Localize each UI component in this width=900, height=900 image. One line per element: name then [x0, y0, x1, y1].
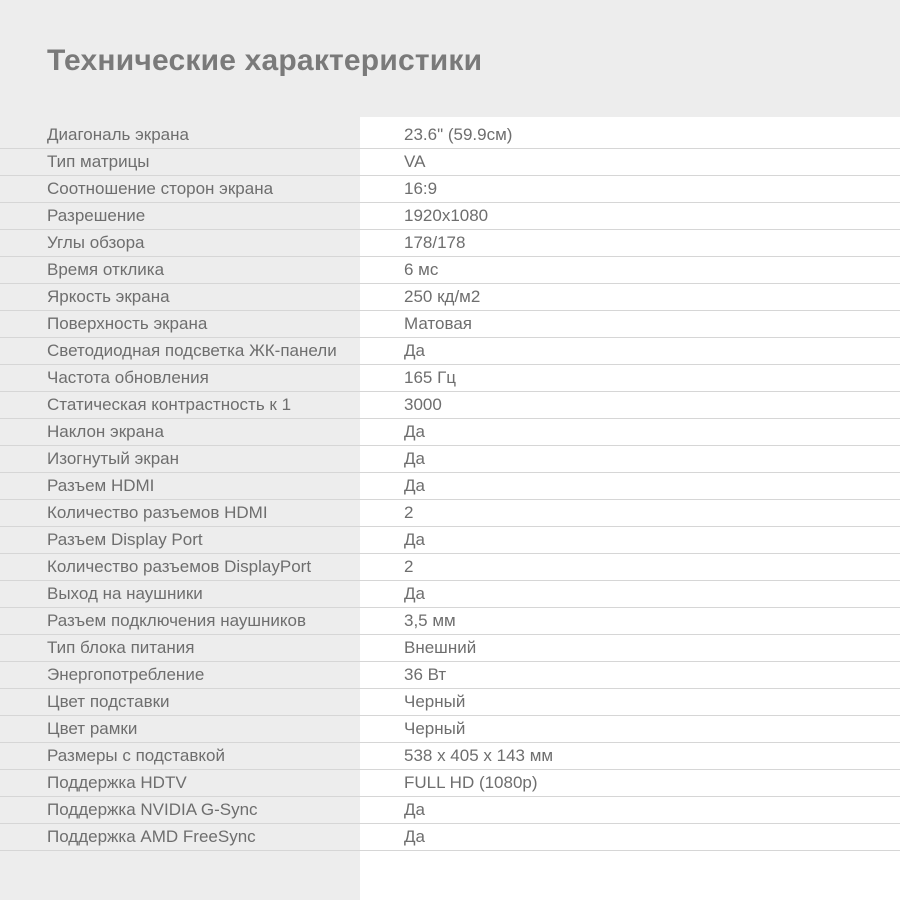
- spec-label: Цвет рамки: [47, 719, 138, 738]
- spec-label: Тип блока питания: [47, 638, 195, 657]
- spec-label: Разъем подключения наушников: [47, 611, 306, 630]
- spec-value: 538 x 405 x 143 мм: [404, 746, 554, 765]
- spec-value: 1920x1080: [404, 206, 489, 225]
- spec-label: Поверхность экрана: [47, 314, 208, 333]
- spec-row: [0, 770, 900, 797]
- spec-label: Цвет подставки: [47, 692, 170, 711]
- spec-label: Разъем HDMI: [47, 476, 155, 495]
- spec-row: [0, 824, 900, 851]
- spec-value: Да: [404, 800, 425, 819]
- spec-label: Тип матрицы: [47, 152, 150, 171]
- spec-value: 36 Вт: [404, 665, 447, 684]
- spec-value: 23.6" (59.9см): [404, 125, 513, 144]
- spec-row: [0, 338, 900, 365]
- spec-row: [0, 797, 900, 824]
- spec-row: [0, 581, 900, 608]
- spec-label: Углы обзора: [47, 233, 145, 252]
- spec-row: [0, 689, 900, 716]
- spec-row: [0, 446, 900, 473]
- spec-value: Черный: [404, 719, 466, 738]
- spec-value: Да: [404, 827, 425, 846]
- spec-row: [0, 500, 900, 527]
- spec-value: VA: [404, 152, 426, 171]
- spec-row: [0, 122, 900, 149]
- spec-value: Матовая: [404, 314, 472, 333]
- spec-value: 6 мс: [404, 260, 439, 279]
- spec-label: Выход на наушники: [47, 584, 203, 603]
- spec-label: Диагональ экрана: [47, 125, 189, 144]
- spec-label: Частота обновления: [47, 368, 209, 387]
- spec-label: Энергопотребление: [47, 665, 205, 684]
- spec-label: Изогнутый экран: [47, 449, 179, 468]
- spec-value: Да: [404, 530, 425, 549]
- spec-row: [0, 365, 900, 392]
- spec-label: Количество разъемов HDMI: [47, 503, 268, 522]
- spec-label: Разрешение: [47, 206, 146, 225]
- spec-label: Время отклика: [47, 260, 165, 279]
- spec-value: Да: [404, 422, 425, 441]
- spec-label: Поддержка NVIDIA G-Sync: [47, 800, 258, 819]
- spec-row: [0, 608, 900, 635]
- spec-label: Яркость экрана: [47, 287, 170, 306]
- spec-value: 3,5 мм: [404, 611, 456, 630]
- spec-row: [0, 473, 900, 500]
- spec-value: 16:9: [404, 179, 438, 198]
- spec-value: FULL HD (1080p): [404, 773, 538, 792]
- spec-value: Черный: [404, 692, 466, 711]
- spec-value: 165 Гц: [404, 368, 457, 387]
- spec-value: Да: [404, 476, 425, 495]
- spec-value: Да: [404, 341, 425, 360]
- spec-row: [0, 635, 900, 662]
- spec-value: Внешний: [404, 638, 477, 657]
- spec-label: Количество разъемов DisplayPort: [47, 557, 312, 576]
- spec-label: Наклон экрана: [47, 422, 164, 441]
- spec-row: [0, 257, 900, 284]
- spec-value: 3000: [404, 395, 442, 414]
- spec-label: Разъем Display Port: [47, 530, 203, 549]
- spec-label: Поддержка AMD FreeSync: [47, 827, 256, 846]
- spec-value: 178/178: [404, 233, 466, 252]
- spec-row: [0, 419, 900, 446]
- spec-label: Статическая контрастность к 1: [47, 395, 292, 414]
- spec-label: Поддержка HDTV: [47, 773, 187, 792]
- spec-table: [0, 122, 900, 851]
- spec-row: [0, 554, 900, 581]
- spec-value: 250 кд/м2: [404, 287, 481, 306]
- spec-label: Соотношение сторон экрана: [47, 179, 274, 198]
- spec-row: [0, 284, 900, 311]
- spec-row: [0, 203, 900, 230]
- page-title: Технические характеристики: [47, 44, 483, 77]
- spec-value: Да: [404, 449, 425, 468]
- spec-value: Да: [404, 584, 425, 603]
- spec-label: Светодиодная подсветка ЖК-панели: [47, 341, 337, 360]
- spec-value: 2: [404, 503, 414, 522]
- spec-row: [0, 662, 900, 689]
- spec-row: [0, 149, 900, 176]
- spec-row: [0, 716, 900, 743]
- spec-row: [0, 176, 900, 203]
- spec-row: [0, 230, 900, 257]
- spec-label: Размеры с подставкой: [47, 746, 225, 765]
- spec-row: [0, 392, 900, 419]
- spec-row: [0, 527, 900, 554]
- spec-value: 2: [404, 557, 414, 576]
- spec-row: [0, 311, 900, 338]
- spec-row: [0, 743, 900, 770]
